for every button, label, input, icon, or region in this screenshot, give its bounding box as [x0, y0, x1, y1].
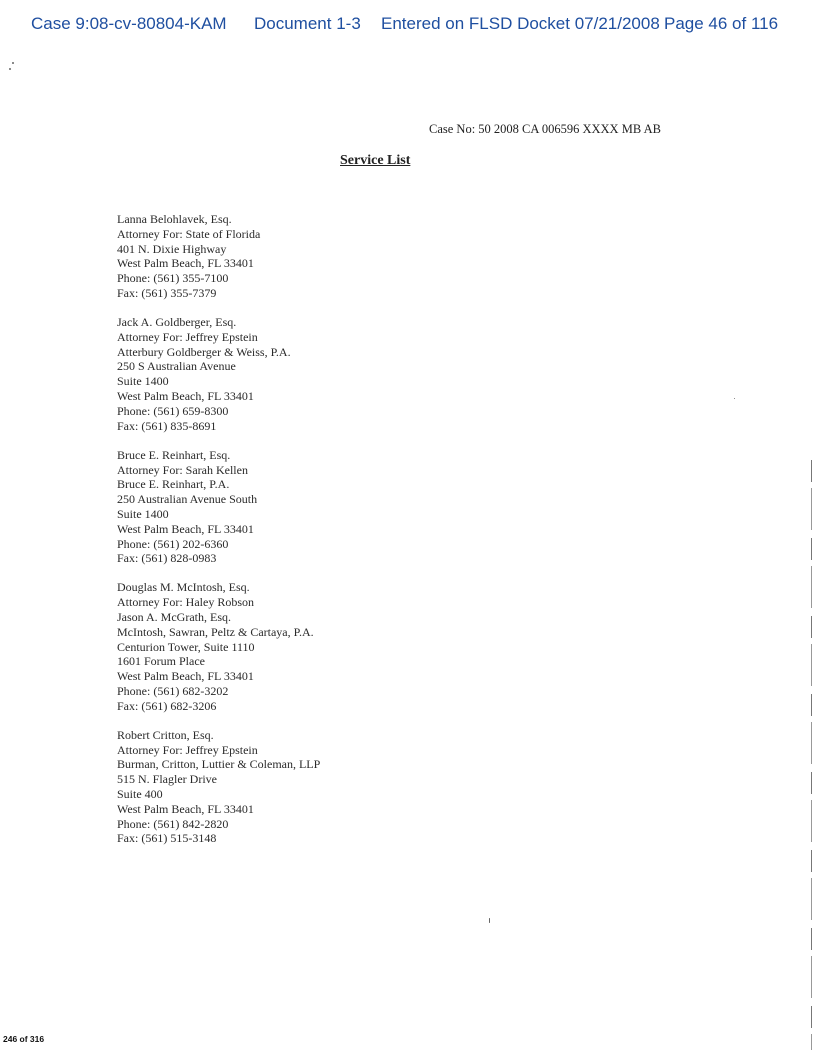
scan-speck	[734, 398, 735, 399]
entry-line: Phone: (561) 355-7100	[117, 271, 229, 286]
entry-line: Bruce E. Reinhart, P.A.	[117, 477, 230, 492]
entry-line: Attorney For: Jeffrey Epstein	[117, 329, 258, 344]
ecf-docket-header	[0, 10, 820, 38]
scan-speck	[489, 918, 490, 923]
entry-line: Phone: (561) 682-3202	[117, 684, 229, 698]
entry-line: 250 Australian Avenue South	[117, 492, 258, 507]
entry-line: Attorney For: State of Florida	[117, 226, 261, 241]
service-entry-goldberger	[117, 315, 537, 433]
entry-line: West Palm Beach, FL 33401	[117, 256, 254, 271]
scan-edge-artifact	[811, 460, 812, 1050]
entry-line: Suite 1400	[117, 374, 169, 389]
entry-line: Fax: (561) 682-3206	[117, 698, 217, 713]
entry-line: Bruce E. Reinhart, Esq.	[117, 447, 231, 462]
entry-line: Centurion Tower, Suite 1110	[117, 639, 255, 654]
entry-line: Suite 400	[117, 787, 163, 802]
entry-line: 250 S Australian Avenue	[117, 359, 236, 374]
header-entered-date: Entered on FLSD Docket 07/21/2008	[381, 14, 660, 33]
entry-line: Fax: (561) 355-7379	[117, 285, 217, 300]
entry-line: 401 N. Dixie Highway	[117, 241, 227, 256]
service-list	[117, 212, 537, 846]
entry-line: 515 N. Flagler Drive	[117, 772, 217, 787]
entry-line: West Palm Beach, FL 33401	[117, 389, 254, 404]
entry-line: Attorney For: Jeffrey Epstein	[117, 742, 258, 757]
scan-speck	[12, 62, 14, 64]
state-case-number: Case No: 50 2008 CA 006596 XXXX MB AB	[429, 122, 661, 136]
entry-line: Fax: (561) 835-8691	[117, 418, 217, 433]
entry-line: West Palm Beach, FL 33401	[117, 801, 254, 816]
entry-line: Robert Critton, Esq.	[117, 727, 214, 742]
service-entry-mcintosh	[117, 580, 537, 713]
entry-line: Jason A. McGrath, Esq.	[117, 610, 231, 625]
entry-line: West Palm Beach, FL 33401	[117, 669, 254, 684]
header-case-number: Case 9:08-cv-80804-KAM	[31, 14, 227, 33]
page-footer: 246 of 316	[3, 1034, 45, 1044]
service-entry-reinhart	[117, 448, 537, 566]
entry-line: Lanna Belohlavek, Esq.	[117, 212, 232, 226]
entry-line: Attorney For: Sarah Kellen	[117, 462, 248, 477]
entry-line: Attorney For: Haley Robson	[117, 595, 254, 610]
entry-line: Fax: (561) 828-0983	[117, 551, 217, 566]
entry-line: Fax: (561) 515-3148	[117, 831, 217, 846]
entry-line: Suite 1400	[117, 506, 169, 521]
entry-line: Jack A. Goldberger, Esq.	[117, 315, 237, 330]
scan-speck	[9, 68, 11, 70]
page-title: Service List	[340, 153, 411, 168]
header-document: Document 1-3	[254, 14, 361, 33]
service-entry-critton	[117, 728, 537, 846]
entry-line: West Palm Beach, FL 33401	[117, 521, 254, 536]
entry-line: 1601 Forum Place	[117, 654, 205, 669]
entry-line: Douglas M. McIntosh, Esq.	[117, 580, 250, 595]
entry-line: Phone: (561) 842-2820	[117, 816, 229, 831]
entry-line: Phone: (561) 659-8300	[117, 403, 229, 418]
entry-line: McIntosh, Sawran, Peltz & Cartaya, P.A.	[117, 624, 314, 639]
entry-line: Burman, Critton, Luttier & Coleman, LLP	[117, 757, 321, 772]
header-page-count: Page 46 of 116	[664, 14, 779, 33]
entry-line: Phone: (561) 202-6360	[117, 536, 229, 551]
entry-line: Atterbury Goldberger & Weiss, P.A.	[117, 344, 291, 359]
service-entry-belohlavek	[117, 212, 537, 301]
